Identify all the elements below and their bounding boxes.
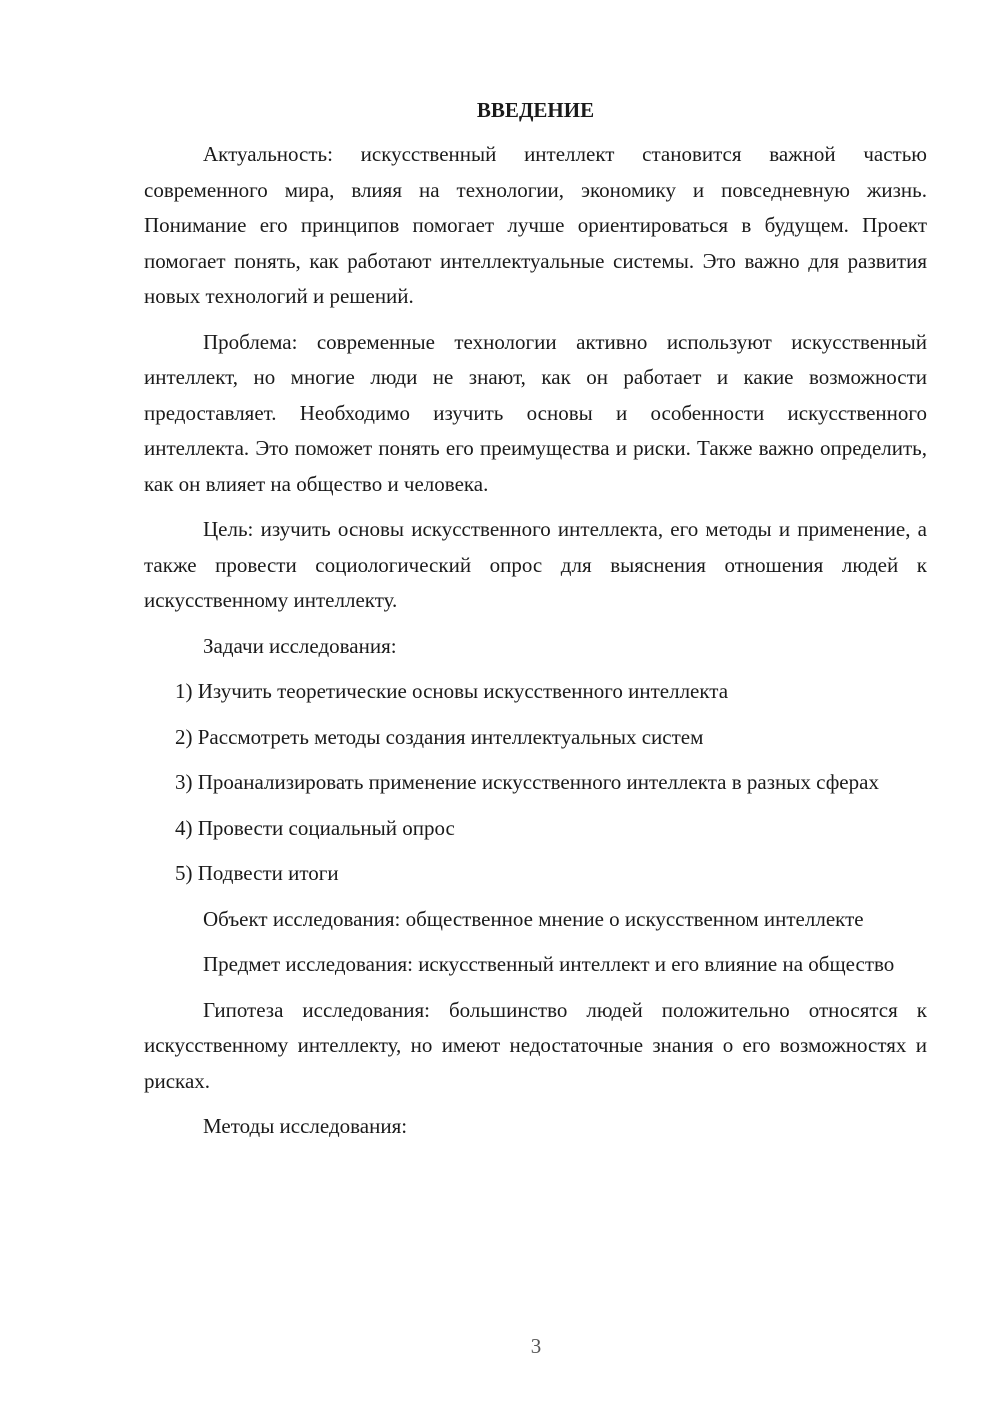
relevance-paragraph: Актуальность: искусственный интеллект становится важной частью современного мира, влияя на технологии, экономику и повседневную жизнь. Понимание его принципов помогает лучше ориентироваться в будущем. Проект помогает понять, как работают интеллектуальные системы. Это важно для развития новых технологий и решений. [144, 142, 927, 308]
page-number: 3 [530, 1334, 542, 1358]
section-title: ВВЕДЕНИЕ [476, 98, 595, 122]
object-paragraph: Объект исследования: общественное мнение о искусственном интеллекте [203, 906, 864, 931]
tasks-heading: Задачи исследования: [203, 633, 397, 658]
task-item-3: 3) Проанализировать применение искусственного интеллекта в разных сферах [175, 770, 879, 794]
methods-heading: Методы исследования: [203, 1114, 408, 1138]
problem-paragraph: Проблема: современные технологии активно используют искусственный интеллект, но многие люди не знают, как он работает и какие возможности предоставляет. Необходимо изучить основы и особенности искусственного интеллекта. Это поможет понять его преимущества и риски. Также важно определить, как он влияет на общество и человека. [144, 329, 927, 496]
task-item-4: 4) Провести социальный опрос [175, 815, 455, 840]
hypothesis-paragraph: Гипотеза исследования: большинство людей положительно относятся к искусственному интеллекту, но имеют недостаточные знания о его возможностях и рисках. [144, 997, 927, 1093]
task-item-5: 5) Подвести итоги [175, 861, 339, 885]
subject-paragraph: Предмет исследования: искусственный интеллект и его влияние на общество [203, 952, 895, 976]
task-item-2: 2) Рассмотреть методы создания интеллектуальных систем [175, 724, 704, 749]
task-item-1: 1) Изучить теоретические основы искусственного интеллекта [175, 679, 729, 703]
document-page [144, 96, 927, 1155]
goal-paragraph: Цель: изучить основы искусственного интеллекта, его методы и применение, а также провести социологический опрос для выяснения отношения людей к искусственному интеллекту. [144, 517, 927, 612]
